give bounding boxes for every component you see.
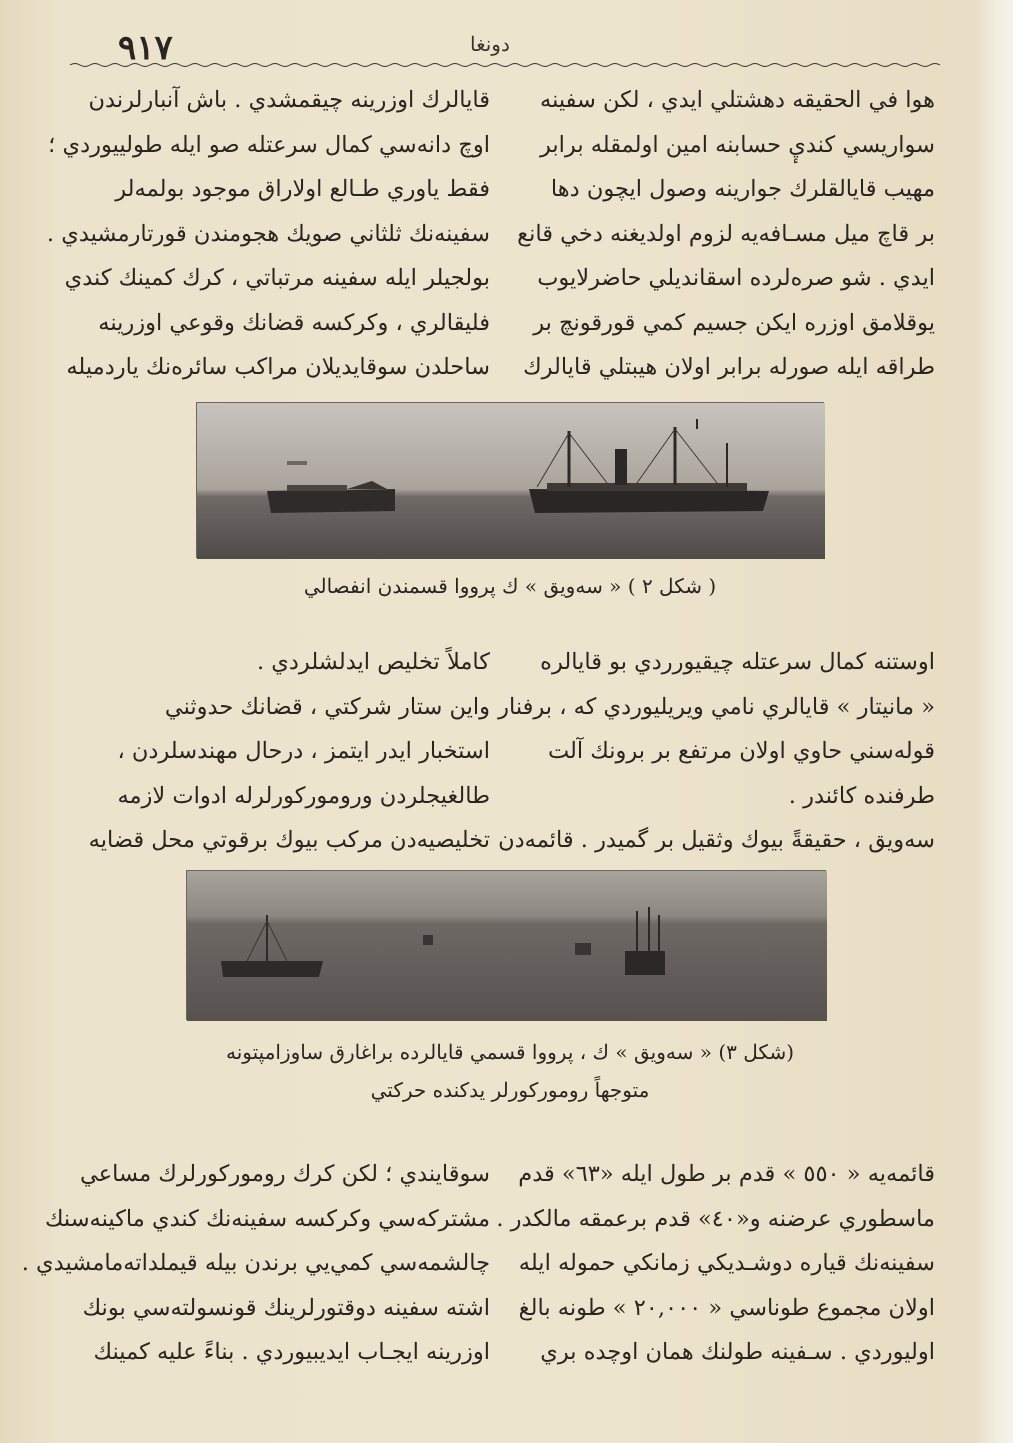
column-right-bottom — [496, 1152, 935, 1375]
text-line: اوستنه كمال سرعتله چيقيورردي بو قايالره — [540, 649, 935, 675]
text-line: طراقه ايله صورله برابر اولان هيبتلي قايالرك — [523, 354, 935, 380]
ship-hull — [529, 489, 769, 513]
text-line: چالشمه‌سي كمي‌يي برندن بيله قيملداته‌مامشيدي . — [21, 1250, 490, 1276]
text-line: قوله‌سني حاوي اولان مرتفع بر برونك آلت — [547, 738, 935, 764]
text-line: يوقلامق اوزره ايكن جسيم كمي قورقونچ بر — [533, 309, 935, 336]
text-line: « مانيتار » قايالري نامي ويريليوردي كه ، برفنار — [498, 693, 935, 720]
figure-ship-towing-photo — [186, 870, 826, 1020]
text-line: طالغيجلردن وروموركورلرله ادوات لازمه — [117, 782, 490, 809]
text-line: ماسطوري عرضنه و«٤٠» قدم برعمقه مالكدر . — [496, 1205, 935, 1232]
text-line: اوزرينه ايجـاب ايديبيوردي . بناءً عليه كمينك — [93, 1339, 490, 1365]
text-line: كاملاً تخليص ايدلشلردي . — [257, 649, 490, 675]
ship-funnel — [615, 449, 627, 485]
text-line: قايالرك اوزرينه چيقمشدي . باش آنبارلرندن — [88, 87, 490, 113]
page-header — [70, 22, 940, 72]
text-line: هوا في الحقيقه دهشتلي ايدي ، لكن سفينه — [540, 87, 935, 113]
text-line: بولجيلر ايله سفينه مرتباتي ، كرك كمينك كندي — [64, 265, 490, 291]
text-line: سه‌ويق ، حقيقةً بيوك وثقيل بر گميدر . قائمه‌دن — [498, 827, 935, 853]
ship-photo-illustration — [197, 403, 825, 559]
page-edge — [973, 0, 1013, 1443]
sea-photo-illustration — [187, 871, 827, 1021]
column-right-middle — [498, 640, 935, 863]
bow-section-hull — [221, 961, 323, 977]
text-line: اوچ دانه‌سي كمال سرعتله صو ايله طولييوردي ؛ — [48, 131, 490, 158]
column-left-top — [46, 78, 490, 390]
running-title: دونغا — [470, 32, 510, 56]
distant-tug — [423, 935, 433, 945]
text-line: ساحلدن سوقايديلان مراكب سائره‌نك ياردميله — [66, 354, 490, 380]
text-line: بر قاچ ميل مسـافه‌يه لزوم اولديغنه دخي قانع — [517, 220, 935, 247]
text-line: واين ستار شركتي ، قضانك حدوثني — [164, 693, 490, 720]
header-rule — [70, 62, 940, 68]
text-line: سواريسي كنديٕ حسابنه امين اولمقله برابر — [539, 131, 935, 158]
figure-caption: ( شكل ٢ ) « سه‌ويق » ك پرووا قسمندن انفصالي — [303, 574, 717, 598]
page-number: ٩١٧ — [118, 28, 173, 68]
text-line: اوليوردي . سـفينه طولنك همان اوچده بري — [540, 1339, 935, 1365]
text-line: سفينه‌نك ثلثاني صويك هجومندن قورتارمشيدي . — [46, 220, 490, 247]
text-line: سوقايندي ؛ لكن كرك روموركورلرك مساعي — [80, 1161, 490, 1187]
text-line: فقط ياوري طـالع اولاراق موجود بولمه‌لر — [115, 176, 490, 202]
figure-caption-continued: متوجهاً روموركورلر يدكنده حركتي — [370, 1078, 650, 1102]
column-left-middle — [70, 640, 490, 863]
distant-tug — [575, 943, 591, 955]
text-line: قائمه‌يه « ٥٥٠ » قدم بر طول ايله «٦٣» قدم — [518, 1161, 935, 1187]
text-line: طرفنده كائندر . — [788, 782, 935, 809]
text-line: استخبار ايدر ايتمز ، درحال مهندسلردن ، — [117, 738, 490, 764]
figure-ship-separation-photo — [196, 402, 824, 558]
towed-ship — [625, 951, 665, 975]
text-line: تخليصيه‌دن مركب بيوك برقوتي محل قضايه — [88, 827, 490, 853]
text-line: ايدي . شو صره‌لرده اسقانديلي حاضرلايوب — [537, 265, 935, 291]
text-line: اشته سفينه دوقتورلرينك قونسولته‌سي بونك — [82, 1294, 490, 1321]
column-left-bottom — [21, 1152, 490, 1375]
text-line: مهيب قايالقلرك جوارينه وصول ايچون دها — [550, 176, 935, 202]
text-line: مشتركه‌سي وكركسه سفينه‌نك كندي ماكينه‌سنك — [44, 1205, 490, 1232]
bow-section-hull — [267, 489, 395, 513]
column-right-top — [515, 78, 935, 390]
text-line: سفينه‌نك قياره دوشـديكي زمانكي حموله ايله — [518, 1250, 935, 1276]
figure-caption: (شكل ٣) « سه‌ويق » ك ، پرووا قسمي قايالرده براغارق ساوزامپتونه — [226, 1040, 794, 1064]
text-line: فليقالري ، وكركسه قضانك وقوعي اوزرينه — [98, 309, 490, 336]
text-line: اولان مجموع طوناسي « ٢٠,٠٠٠ » طونه بالغ — [518, 1294, 935, 1321]
